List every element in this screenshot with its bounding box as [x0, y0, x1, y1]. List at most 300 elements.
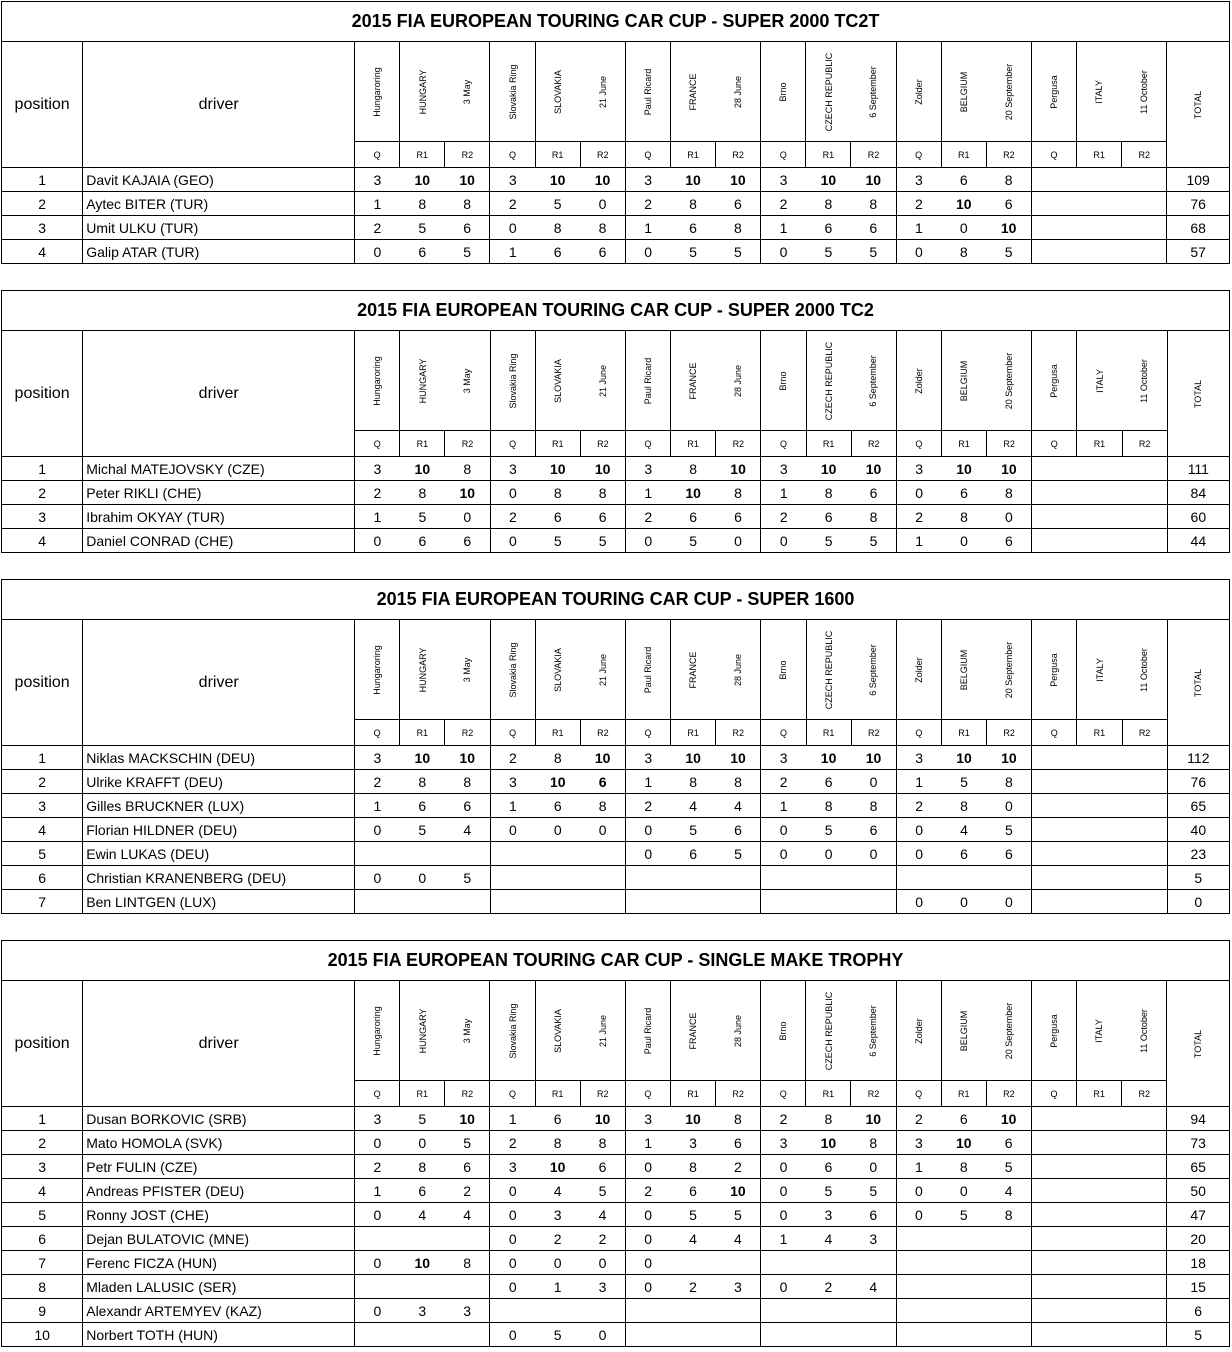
- score-cell: 6: [806, 216, 851, 240]
- event-venue-label: Paul Ricard: [643, 357, 654, 404]
- score-cell: 2: [896, 794, 941, 818]
- driver-cell: Niklas MACKSCHIN (DEU): [83, 746, 355, 770]
- score-cell: 6: [851, 818, 896, 842]
- score-cell: [851, 890, 896, 914]
- score-cell: 8: [806, 1107, 851, 1131]
- score-cell: 0: [761, 842, 806, 866]
- score-cell: [987, 866, 1032, 890]
- total-cell: 20: [1167, 1227, 1230, 1251]
- score-cell: 5: [580, 529, 625, 553]
- score-cell: 1: [761, 794, 806, 818]
- table-row: [2, 770, 1230, 794]
- score-cell: 0: [355, 1203, 400, 1227]
- event-venue-header: [625, 620, 670, 720]
- score-cell: 3: [716, 1275, 761, 1299]
- score-cell: 0: [535, 1251, 580, 1275]
- event-venue-header: [490, 42, 535, 142]
- score-cell: 4: [671, 794, 716, 818]
- event-date-header: [580, 331, 625, 431]
- score-cell: 8: [535, 481, 580, 505]
- table-row: [2, 794, 1230, 818]
- score-cell: [1077, 1323, 1122, 1347]
- driver-cell: Ewin LUKAS (DEU): [83, 842, 355, 866]
- position-header: position: [2, 42, 83, 168]
- total-cell: 60: [1167, 505, 1229, 529]
- event-country-label: FRANCE: [688, 72, 699, 111]
- score-cell: 0: [625, 1275, 670, 1299]
- event-country-label: ITALY: [1094, 79, 1105, 104]
- score-cell: [896, 1251, 941, 1275]
- score-cell: [1122, 1203, 1167, 1227]
- score-cell: 0: [355, 1299, 400, 1323]
- position-cell: 1: [2, 746, 83, 770]
- score-cell: 0: [355, 818, 400, 842]
- event-date-header: [716, 42, 761, 142]
- score-cell: [1031, 192, 1076, 216]
- score-cell: [1122, 1299, 1167, 1323]
- score-cell: 6: [580, 1155, 625, 1179]
- score-cell: 0: [355, 866, 400, 890]
- score-cell: 0: [490, 1251, 535, 1275]
- score-cell: 6: [400, 529, 445, 553]
- score-cell: 10: [580, 168, 625, 192]
- event-venue-label: Paul Ricard: [642, 68, 653, 115]
- score-cell: 8: [580, 481, 625, 505]
- event-date-header: [986, 981, 1031, 1081]
- session-header: R2: [986, 1081, 1031, 1107]
- score-cell: [1032, 505, 1077, 529]
- score-cell: 10: [987, 457, 1032, 481]
- position-cell: 5: [2, 842, 83, 866]
- event-date-label: 11 October: [1139, 647, 1150, 692]
- score-cell: 5: [400, 216, 445, 240]
- score-cell: 5: [986, 240, 1031, 264]
- score-cell: 8: [535, 746, 580, 770]
- event-venue-header: [355, 42, 400, 142]
- score-cell: 3: [490, 1155, 535, 1179]
- table-row: [2, 866, 1230, 890]
- score-cell: 10: [535, 457, 580, 481]
- score-cell: 10: [670, 168, 715, 192]
- event-country-header: [1077, 42, 1122, 142]
- score-cell: 3: [896, 168, 941, 192]
- score-cell: [445, 1275, 490, 1299]
- score-cell: 1: [490, 1107, 535, 1131]
- event-venue-label: Paul Ricard: [642, 1007, 653, 1054]
- session-header: R1: [1077, 431, 1122, 457]
- event-venue-label: Brno: [778, 659, 789, 680]
- total-cell: 76: [1167, 192, 1230, 216]
- score-cell: 2: [761, 1107, 806, 1131]
- score-cell: [896, 1323, 941, 1347]
- session-header: Q: [355, 720, 400, 746]
- event-date-label: 6 September: [868, 354, 879, 407]
- event-country-header: [535, 331, 580, 431]
- session-header: Q: [490, 142, 535, 168]
- score-cell: 10: [806, 168, 851, 192]
- event-venue-label: Pergusa: [1049, 74, 1060, 109]
- score-cell: [1077, 1155, 1122, 1179]
- score-cell: 8: [400, 770, 445, 794]
- score-cell: 0: [716, 529, 761, 553]
- total-cell: 65: [1167, 794, 1229, 818]
- event-date-label: 6 September: [868, 1004, 879, 1057]
- score-cell: 3: [851, 1227, 896, 1251]
- event-date-label: 3 May: [462, 1018, 473, 1043]
- score-cell: [1077, 457, 1122, 481]
- event-country-label: CZECH REPUBLIC: [823, 991, 834, 1070]
- score-cell: 6: [580, 240, 625, 264]
- score-cell: 6: [806, 1155, 851, 1179]
- session-header: R1: [806, 1081, 851, 1107]
- score-cell: 2: [355, 1155, 400, 1179]
- score-cell: 8: [580, 216, 625, 240]
- score-cell: [1122, 481, 1167, 505]
- event-country-header: [400, 331, 445, 431]
- session-header: Q: [761, 720, 806, 746]
- position-cell: 7: [2, 1251, 83, 1275]
- score-cell: 1: [625, 481, 670, 505]
- score-cell: 10: [986, 1107, 1031, 1131]
- position-cell: 2: [2, 1131, 83, 1155]
- score-cell: 6: [851, 216, 896, 240]
- score-cell: 0: [987, 794, 1032, 818]
- score-cell: 0: [490, 216, 535, 240]
- score-cell: 3: [761, 1131, 806, 1155]
- score-cell: [761, 866, 806, 890]
- score-cell: 10: [806, 1131, 851, 1155]
- event-venue-label: Slovakia Ring: [507, 641, 518, 698]
- event-venue-header: [896, 620, 941, 720]
- score-cell: 8: [806, 794, 851, 818]
- event-venue-header: [1032, 620, 1077, 720]
- score-cell: 10: [716, 746, 761, 770]
- score-cell: 2: [670, 1275, 715, 1299]
- score-cell: 4: [670, 1227, 715, 1251]
- score-cell: [1122, 770, 1167, 794]
- event-venue-label: Zolder: [913, 1017, 924, 1044]
- score-cell: 1: [896, 1155, 941, 1179]
- score-cell: 0: [490, 529, 535, 553]
- event-date-label: 21 June: [597, 364, 608, 397]
- table-row: [2, 216, 1230, 240]
- event-country-label: HUNGARY: [417, 647, 428, 692]
- score-cell: 3: [761, 457, 806, 481]
- event-date-label: 20 September: [1003, 641, 1014, 698]
- score-cell: 10: [400, 168, 445, 192]
- score-cell: 0: [896, 818, 941, 842]
- score-cell: [851, 1251, 896, 1275]
- score-cell: 1: [625, 770, 670, 794]
- event-date-label: 20 September: [1003, 63, 1014, 120]
- session-header: R1: [941, 431, 986, 457]
- score-cell: 10: [851, 746, 896, 770]
- score-cell: [1077, 1131, 1122, 1155]
- score-cell: 10: [716, 168, 761, 192]
- score-cell: 1: [355, 505, 400, 529]
- score-cell: [1122, 746, 1167, 770]
- total-cell: 40: [1167, 818, 1229, 842]
- score-cell: [1122, 794, 1167, 818]
- event-date-header: [445, 620, 490, 720]
- event-country-header: [941, 981, 986, 1081]
- event-date-label: 6 September: [868, 65, 879, 118]
- score-cell: [1032, 529, 1077, 553]
- score-cell: [1122, 529, 1167, 553]
- score-cell: [1077, 1227, 1122, 1251]
- score-cell: 8: [716, 216, 761, 240]
- score-cell: 10: [535, 1155, 580, 1179]
- event-country-header: [400, 620, 445, 720]
- score-cell: [1031, 1227, 1076, 1251]
- driver-cell: Alexandr ARTEMYEV (KAZ): [83, 1299, 355, 1323]
- score-cell: 5: [941, 1203, 986, 1227]
- score-cell: [580, 890, 625, 914]
- score-cell: [400, 1227, 445, 1251]
- score-cell: 0: [625, 1203, 670, 1227]
- total-cell: 112: [1167, 746, 1229, 770]
- score-cell: 1: [625, 1131, 670, 1155]
- event-date-label: 11 October: [1139, 358, 1150, 403]
- total-cell: 84: [1167, 481, 1229, 505]
- score-cell: [490, 1299, 535, 1323]
- event-date-header: [716, 331, 761, 431]
- position-cell: 3: [2, 1155, 83, 1179]
- session-header: R1: [941, 720, 986, 746]
- score-cell: 4: [400, 1203, 445, 1227]
- score-cell: 2: [355, 216, 400, 240]
- driver-cell: Petr FULIN (CZE): [83, 1155, 355, 1179]
- score-cell: 5: [986, 1155, 1031, 1179]
- event-venue-header: [1031, 42, 1076, 142]
- event-venue-label: Hungaroring: [372, 1005, 383, 1056]
- score-cell: 6: [806, 770, 851, 794]
- score-cell: 5: [851, 1179, 896, 1203]
- score-cell: [1032, 457, 1077, 481]
- score-cell: 1: [761, 1227, 806, 1251]
- session-header: Q: [896, 1081, 941, 1107]
- score-cell: 8: [806, 481, 851, 505]
- driver-cell: Dejan BULATOVIC (MNE): [83, 1227, 355, 1251]
- score-cell: 10: [670, 1107, 715, 1131]
- total-cell: 44: [1167, 529, 1229, 553]
- score-cell: [1122, 1107, 1167, 1131]
- standings-table: [1, 579, 1230, 914]
- event-date-header: [716, 981, 761, 1081]
- score-cell: 0: [941, 216, 986, 240]
- score-cell: [1077, 746, 1122, 770]
- score-cell: 10: [941, 1131, 986, 1155]
- session-header: R1: [670, 1081, 715, 1107]
- score-cell: [896, 1275, 941, 1299]
- total-cell: 65: [1167, 1155, 1230, 1179]
- score-cell: 6: [987, 842, 1032, 866]
- score-cell: 8: [670, 1155, 715, 1179]
- score-cell: [1077, 216, 1122, 240]
- score-cell: 0: [941, 529, 986, 553]
- score-cell: 0: [896, 1203, 941, 1227]
- score-cell: [806, 866, 851, 890]
- event-country-header: [941, 331, 986, 431]
- table-row: [2, 481, 1230, 505]
- score-cell: 3: [806, 1203, 851, 1227]
- score-cell: [400, 842, 445, 866]
- total-label: TOTAL: [1193, 1029, 1204, 1058]
- score-cell: 6: [535, 240, 580, 264]
- total-cell: 50: [1167, 1179, 1230, 1203]
- event-date-label: 28 June: [732, 1014, 743, 1047]
- score-cell: 0: [761, 1155, 806, 1179]
- driver-header: driver: [83, 981, 355, 1107]
- score-cell: 3: [355, 168, 400, 192]
- score-cell: 4: [851, 1275, 896, 1299]
- table-row: [2, 890, 1230, 914]
- score-cell: [1122, 866, 1167, 890]
- event-country-header: [941, 620, 986, 720]
- position-cell: 9: [2, 1299, 83, 1323]
- score-cell: 1: [896, 770, 941, 794]
- event-country-label: CZECH REPUBLIC: [823, 630, 834, 709]
- score-cell: 5: [851, 240, 896, 264]
- score-cell: 6: [535, 794, 580, 818]
- session-header: R2: [1122, 720, 1167, 746]
- score-cell: [941, 1299, 986, 1323]
- score-cell: 5: [806, 240, 851, 264]
- score-cell: [761, 1323, 806, 1347]
- event-country-label: BELGIUM: [959, 71, 970, 112]
- score-cell: 6: [671, 505, 716, 529]
- total-cell: 68: [1167, 216, 1230, 240]
- score-cell: [986, 1227, 1031, 1251]
- session-header: R2: [987, 431, 1032, 457]
- event-date-header: [987, 331, 1032, 431]
- event-country-header: [1077, 331, 1122, 431]
- score-cell: [1122, 1155, 1167, 1179]
- session-header: Q: [625, 142, 670, 168]
- score-cell: 5: [400, 1107, 445, 1131]
- score-cell: 2: [761, 505, 806, 529]
- event-date-label: 6 September: [868, 643, 879, 696]
- event-country-label: BELGIUM: [959, 1010, 969, 1051]
- total-cell: 15: [1167, 1275, 1230, 1299]
- session-header: R1: [400, 1081, 445, 1107]
- score-cell: 0: [625, 842, 670, 866]
- score-cell: [1077, 481, 1122, 505]
- score-cell: 0: [355, 1131, 400, 1155]
- score-cell: 3: [490, 770, 535, 794]
- score-cell: 10: [806, 457, 851, 481]
- event-venue-header: [490, 981, 535, 1081]
- score-cell: 0: [941, 890, 986, 914]
- score-cell: 0: [445, 505, 490, 529]
- score-cell: 8: [941, 794, 986, 818]
- score-cell: [490, 842, 535, 866]
- score-cell: [1031, 240, 1076, 264]
- score-cell: [716, 866, 761, 890]
- score-cell: 0: [400, 1131, 445, 1155]
- score-cell: 8: [986, 1203, 1031, 1227]
- score-cell: 6: [851, 481, 896, 505]
- table-row: [2, 192, 1230, 216]
- total-label: TOTAL: [1193, 379, 1204, 408]
- score-cell: 3: [670, 1131, 715, 1155]
- score-cell: 6: [670, 216, 715, 240]
- score-cell: 0: [625, 529, 670, 553]
- event-country-header: [670, 42, 715, 142]
- event-country-label: BELGIUM: [959, 649, 970, 690]
- score-cell: [716, 1299, 761, 1323]
- table-row: [2, 1299, 1230, 1323]
- score-cell: 0: [490, 1203, 535, 1227]
- total-header: [1167, 42, 1230, 168]
- score-cell: 2: [490, 505, 535, 529]
- score-cell: 4: [580, 1203, 625, 1227]
- session-header: R2: [445, 720, 490, 746]
- session-header: R1: [400, 720, 445, 746]
- event-country-label: SLOVAKIA: [552, 69, 563, 114]
- score-cell: 0: [761, 529, 806, 553]
- score-cell: 8: [851, 505, 896, 529]
- score-cell: 5: [535, 529, 580, 553]
- score-cell: [896, 1299, 941, 1323]
- total-cell: 5: [1167, 866, 1229, 890]
- event-country-header: [806, 331, 851, 431]
- score-cell: 6: [580, 505, 625, 529]
- score-cell: [806, 1251, 851, 1275]
- position-cell: 4: [2, 240, 83, 264]
- session-header: Q: [896, 142, 941, 168]
- score-cell: 3: [625, 1107, 670, 1131]
- score-cell: [400, 1275, 445, 1299]
- session-header: R1: [671, 431, 716, 457]
- score-cell: 5: [806, 529, 851, 553]
- event-country-header: [535, 42, 580, 142]
- score-cell: 0: [580, 1323, 625, 1347]
- event-country-header: [671, 331, 716, 431]
- score-cell: [1032, 770, 1077, 794]
- driver-cell: Ronny JOST (CHE): [83, 1203, 355, 1227]
- session-header: R1: [535, 720, 580, 746]
- score-cell: [716, 1323, 761, 1347]
- event-venue-label: Brno: [778, 370, 789, 391]
- event-date-header: [851, 981, 896, 1081]
- event-venue-header: [896, 981, 941, 1081]
- score-cell: [1122, 890, 1167, 914]
- session-header: R2: [580, 1081, 625, 1107]
- score-cell: [535, 866, 580, 890]
- event-country-label: CZECH REPUBLIC: [823, 341, 834, 420]
- session-header: R2: [580, 142, 625, 168]
- score-cell: [445, 1323, 490, 1347]
- event-date-label: 20 September: [1003, 352, 1014, 409]
- score-cell: 0: [535, 818, 580, 842]
- event-venue-label: Zolder: [913, 656, 924, 683]
- score-cell: 1: [535, 1275, 580, 1299]
- score-cell: [896, 866, 941, 890]
- score-cell: 5: [445, 866, 490, 890]
- table-row: [2, 240, 1230, 264]
- event-venue-header: [355, 981, 400, 1081]
- table-row: [2, 505, 1230, 529]
- score-cell: 0: [761, 1275, 806, 1299]
- score-cell: [941, 1251, 986, 1275]
- score-cell: [1077, 1299, 1122, 1323]
- score-cell: 10: [941, 457, 986, 481]
- driver-cell: Norbert TOTH (HUN): [83, 1323, 355, 1347]
- position-cell: 3: [2, 794, 83, 818]
- event-venue-label: Brno: [778, 1020, 789, 1041]
- session-header: R2: [1122, 142, 1167, 168]
